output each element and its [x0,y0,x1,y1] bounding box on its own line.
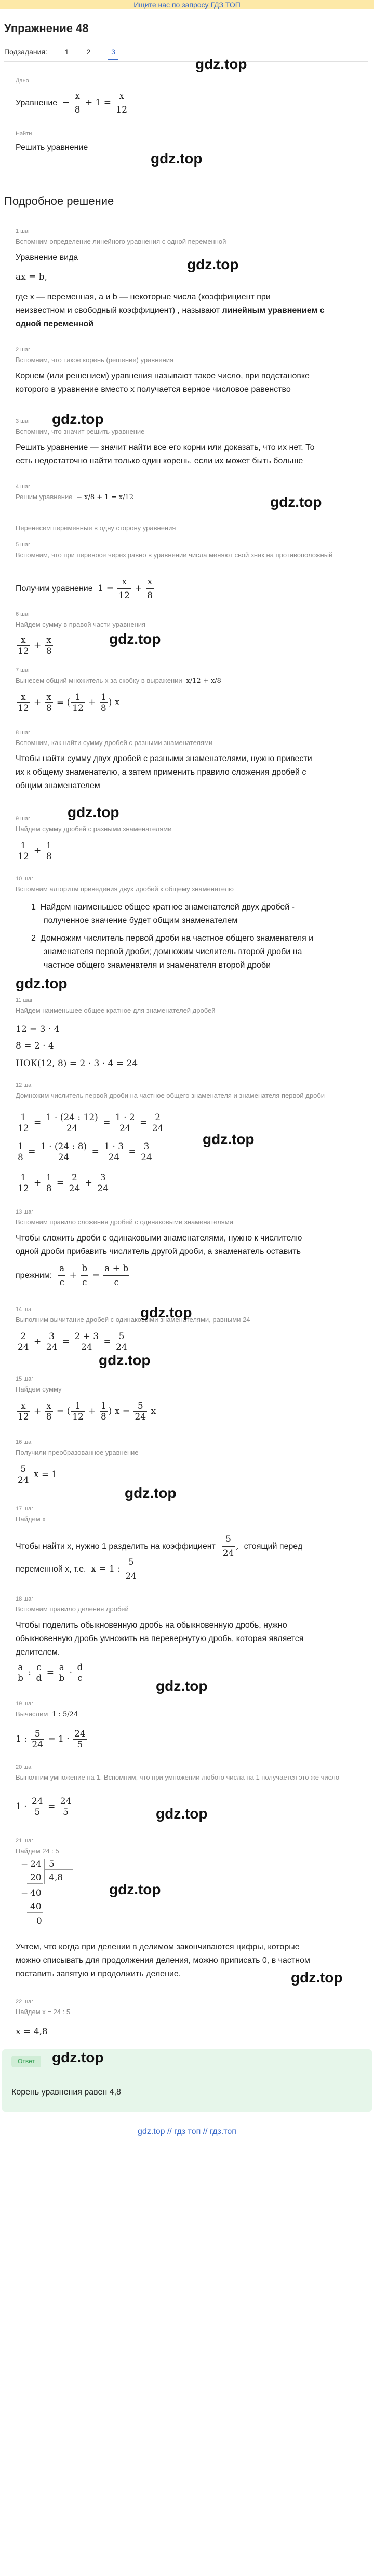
step-label: 4 шаг [16,484,31,490]
text: Корнем (или решением) уравнения называют такое число, при подстановке [16,371,310,380]
step-label: 16 шаг [16,1439,34,1445]
formula: x = 4,8 [16,2027,48,2037]
svg-text:−: − [21,1888,29,1898]
step-note: Домножим числитель первой дроби на частное общего знаменателя и знаменателя первой дроби [16,1092,325,1099]
step-label: 3 шаг [16,418,31,424]
formula: 1 · $\frac{24}{5}$ = $\frac{24}{5}$ [16,1796,72,1817]
detailed-solution-title: Подробное решение [4,195,114,208]
step-label: 1 шаг [16,228,31,235]
step-note: Вспомним определение линейного уравнения с одной переменной [16,238,226,245]
step-label: 9 шаг [16,816,31,822]
list-item: полученное значение будет общим знаменателем [44,916,238,925]
svg-text:4,8: 4,8 [49,1872,63,1883]
text: где x — переменная, a и b — некоторые числа (коэффициент при [16,293,271,301]
formula: $\frac{5}{24}$ x = 1 [18,1464,58,1485]
formula: $\frac{x}{12}$ + $\frac{x}{8}$ = ( $\frac{1}{12}$ + $\frac{1}{8}$ ) x = $\frac{5}{24}$ x [18,1401,156,1422]
text: Уравнение вида [16,253,78,262]
formula: $\frac{2}{24}$ + $\frac{3}{24}$ = $\frac{2 + 3}{24}$ = $\frac{5}{24}$ [18,1331,127,1353]
list-item: знаменателя первой дроби; домножим числитель второй дроби на [44,947,302,956]
svg-text:24: 24 [30,1859,42,1869]
watermark: gdz.top [52,2049,104,2065]
list-item: 1 Найдем наименьшее общее кратное знаменателей двух дробей - [31,903,295,912]
text: одной переменной [16,320,94,328]
step-note: Найдем x [16,1515,46,1523]
step-note: Решим уравнение − x/8 + 1 = x/12 [16,493,133,501]
divider [4,61,368,62]
text: Чтобы найти x, нужно 1 разделить на коэффициент $\frac{5}{24}$ , стоящий перед [16,1533,302,1560]
step-label: 15 шаг [16,1376,34,1382]
step-note: Выполним вычитание дробей с одинаковыми знаменателями, равными 24 [16,1316,250,1324]
step-note: Вспомним, что значит решить уравнение [16,428,145,435]
footer-links[interactable]: gdz.top // гдз топ // гдз.топ [138,2127,236,2136]
text: которого в уравнение вместо x получается верное числовое равенство [16,385,291,394]
step-label: 8 шаг [16,729,31,736]
watermark: gdz.top [68,804,119,820]
formula: $\frac{1}{8}$ = $\frac{1 \cdot (24 : 8)}{24}$ = $\frac{1 \cdot 3}{24}$ = $\frac{3}{24}$ [18,1141,152,1163]
watermark: gdz.top [156,1806,208,1822]
text: переменной x, т.е. x = 1 : $\frac{5}{24}$ [16,1555,139,1583]
formula: $\frac{1}{12}$ + $\frac{1}{8}$ [18,841,52,862]
watermark: gdz.top [125,1485,177,1501]
step-note: Вспомним алгоритм приведения двух дробей к общему знаменателю [16,885,234,893]
formula: 8 = 2 · 4 [16,1041,54,1051]
text: обыкновенную дробь умножить на перевернутую дробь, которая является [16,1634,304,1643]
watermark: gdz.top [109,631,161,647]
subtask-1[interactable]: 1 [64,48,69,56]
step-note: Выполним умножение на 1. Вспомним, что при умножении любого числа на 1 получается это же число [16,1773,340,1781]
formula: $\frac{x}{12}$ + $\frac{x}{8}$ = ( $\frac{1}{12}$ + $\frac{1}{8}$ ) x [18,692,120,713]
step-label: 12 шаг [16,1082,34,1089]
find-label: Найти [16,131,32,137]
step-label: 20 шаг [16,1764,34,1770]
equation: Получим уравнение 1 = $\frac{x}{12}$ + $\frac{x}{8}$ [16,575,155,602]
step-label: 7 шаг [16,667,31,673]
formula: $\frac{x}{12}$ + $\frac{x}{8}$ [18,635,52,656]
step-note: Найдем наименьшее общее кратное для знаменателей дробей [16,1007,216,1014]
formula: 1 : $\frac{5}{24}$ = 1 · $\frac{24}{5}$ [16,1729,86,1750]
answer-text: Корень уравнения равен 4,8 [11,2088,121,2097]
watermark: gdz.top [16,975,68,991]
text: Чтобы найти сумму двух дробей с разными знаменателями, нужно привести [16,754,312,763]
svg-text:−: − [21,1859,29,1869]
watermark: gdz.top [156,1678,208,1694]
subtasks-nav [4,48,118,60]
formula: $\frac{1}{12}$ = $\frac{1 \cdot (24 : 12)}{24}$ = $\frac{1 \cdot 2}{24}$ = $\frac{2}{24}$ [18,1112,164,1134]
step-note: Получили преобразованное уравнение [16,1449,139,1456]
text: Чтобы сложить дроби с одинаковыми знаменателями, нужно к числителю [16,1234,302,1243]
find-text: Решить уравнение [16,143,88,152]
step-label: 22 шаг [16,1999,34,2005]
step-label: 6 шаг [16,611,31,617]
formula: НОК(12, 8) = 2 · 3 · 4 = 24 [16,1058,138,1069]
watermark: gdz.top [140,1304,192,1320]
top-banner[interactable]: Ищите нас по запросу ГДЗ ТОП [0,0,374,9]
step-label: 17 шаг [16,1506,34,1512]
svg-text:40: 40 [30,1902,42,1912]
step-label: 19 шаг [16,1701,34,1707]
subtasks-label: Подзадания: [4,48,47,56]
step-note: Вспомним правило сложения дробей с одинаковыми знаменателями [16,1218,233,1226]
watermark: gdz.top [270,494,322,510]
list-item: частное общего знаменателя и знаменателя второй дроби [44,961,271,970]
formula: ax = b, [16,272,48,282]
text: есть недостаточно найти только один корень, если их может быть больше [16,457,303,465]
text: Учтем, что когда при делении в делимом закончиваются цифры, которые [16,1943,300,1951]
watermark: gdz.top [151,150,203,167]
svg-text:0: 0 [36,1916,42,1926]
watermark: gdz.top [109,1881,161,1897]
given-label: Дано [16,78,29,84]
step-label: 2 шаг [16,347,31,353]
step-note: Найдем сумму в правой части уравнения [16,621,146,628]
step-note: Перенесем переменные в одну сторону уравнения [16,524,176,532]
formula: 12 = 3 · 4 [16,1024,60,1035]
formula: $\frac{a}{b}$ : $\frac{c}{d}$ = $\frac{a}{b}$ · $\frac{d}{c}$ [18,1662,83,1684]
step-note: Вспомним правило деления дробей [16,1605,129,1613]
step-label: 10 шаг [16,876,34,882]
watermark: gdz.top [99,1352,151,1368]
text: Чтобы поделить обыкновенную дробь на обыкновенную дробь, нужно [16,1621,287,1630]
watermark: gdz.top [291,1969,343,1986]
step-label: 13 шаг [16,1209,34,1215]
text: прежним: $\frac{a}{c}$ + $\frac{b}{c}$ = $\frac{a + b}{c}$ [16,1262,130,1289]
list-item: 2 Домножим числитель первой дроби на частное общего знаменателя и [31,934,314,943]
exercise-title: Упражнение 48 [4,22,89,35]
text: общим знаменателем [16,781,100,790]
step-note: Вспомним, что при переносе через равно в уравнении числа меняют свой знак на противоположный [16,551,333,559]
step-note: Найдем x = 24 : 5 [16,2008,71,2016]
svg-text:20: 20 [30,1872,42,1883]
watermark: gdz.top [187,256,239,272]
text: неизвестном и свободный коэффициент) , называют линейным уравнением с [16,306,325,315]
given-equation: Уравнение − $\frac{x}{8}$ + 1 = $\frac{x}{12}$ [16,89,129,117]
step-note: Вспомним, как найти сумму дробей с разными знаменателями [16,739,213,747]
long-division [16,1857,130,1940]
subtask-2[interactable]: 2 [86,48,91,56]
svg-text:40: 40 [30,1888,42,1898]
watermark: gdz.top [195,56,247,72]
subtask-3[interactable]: 3 [108,48,118,60]
step-note: Найдем сумму [16,1385,62,1393]
text: можно списывать для продолжения деления, можно приписать 0, в частном [16,1956,310,1965]
text: их к общему знаменателю, а затем применить правило сложения дробей с [16,768,306,777]
step-label: 21 шаг [16,1838,34,1844]
step-note: Вспомним, что такое корень (решение) уравнения [16,356,174,364]
step-note: Вынесем общий множитель x за скобку в выражении x/12 + x/8 [16,677,221,685]
step-label: 5 шаг [16,542,31,548]
step-label: 14 шаг [16,1306,34,1313]
text: поставить запятую и продолжить деление. [16,1969,181,1978]
step-note: Вычислим 1 : 5/24 [16,1710,78,1718]
step-label: 18 шаг [16,1596,34,1602]
answer-badge: Ответ [11,2056,41,2067]
watermark: gdz.top [52,411,104,427]
step-label: 11 шаг [16,997,33,1003]
watermark: gdz.top [203,1131,255,1147]
formula: $\frac{1}{12}$ + $\frac{1}{8}$ = $\frac{2}{24}$ + $\frac{3}{24}$ [18,1173,109,1194]
step-note: Найдем сумму дробей с разными знаменателями [16,825,172,833]
step-note: Найдем 24 : 5 [16,1847,59,1855]
text: делителем. [16,1648,60,1657]
text: Решить уравнение — значит найти все его корни или доказать, что их нет. То [16,443,315,452]
svg-text:5: 5 [49,1859,55,1869]
text: одной дроби прибавить числитель другой дроби, а знаменатель оставить [16,1247,301,1256]
